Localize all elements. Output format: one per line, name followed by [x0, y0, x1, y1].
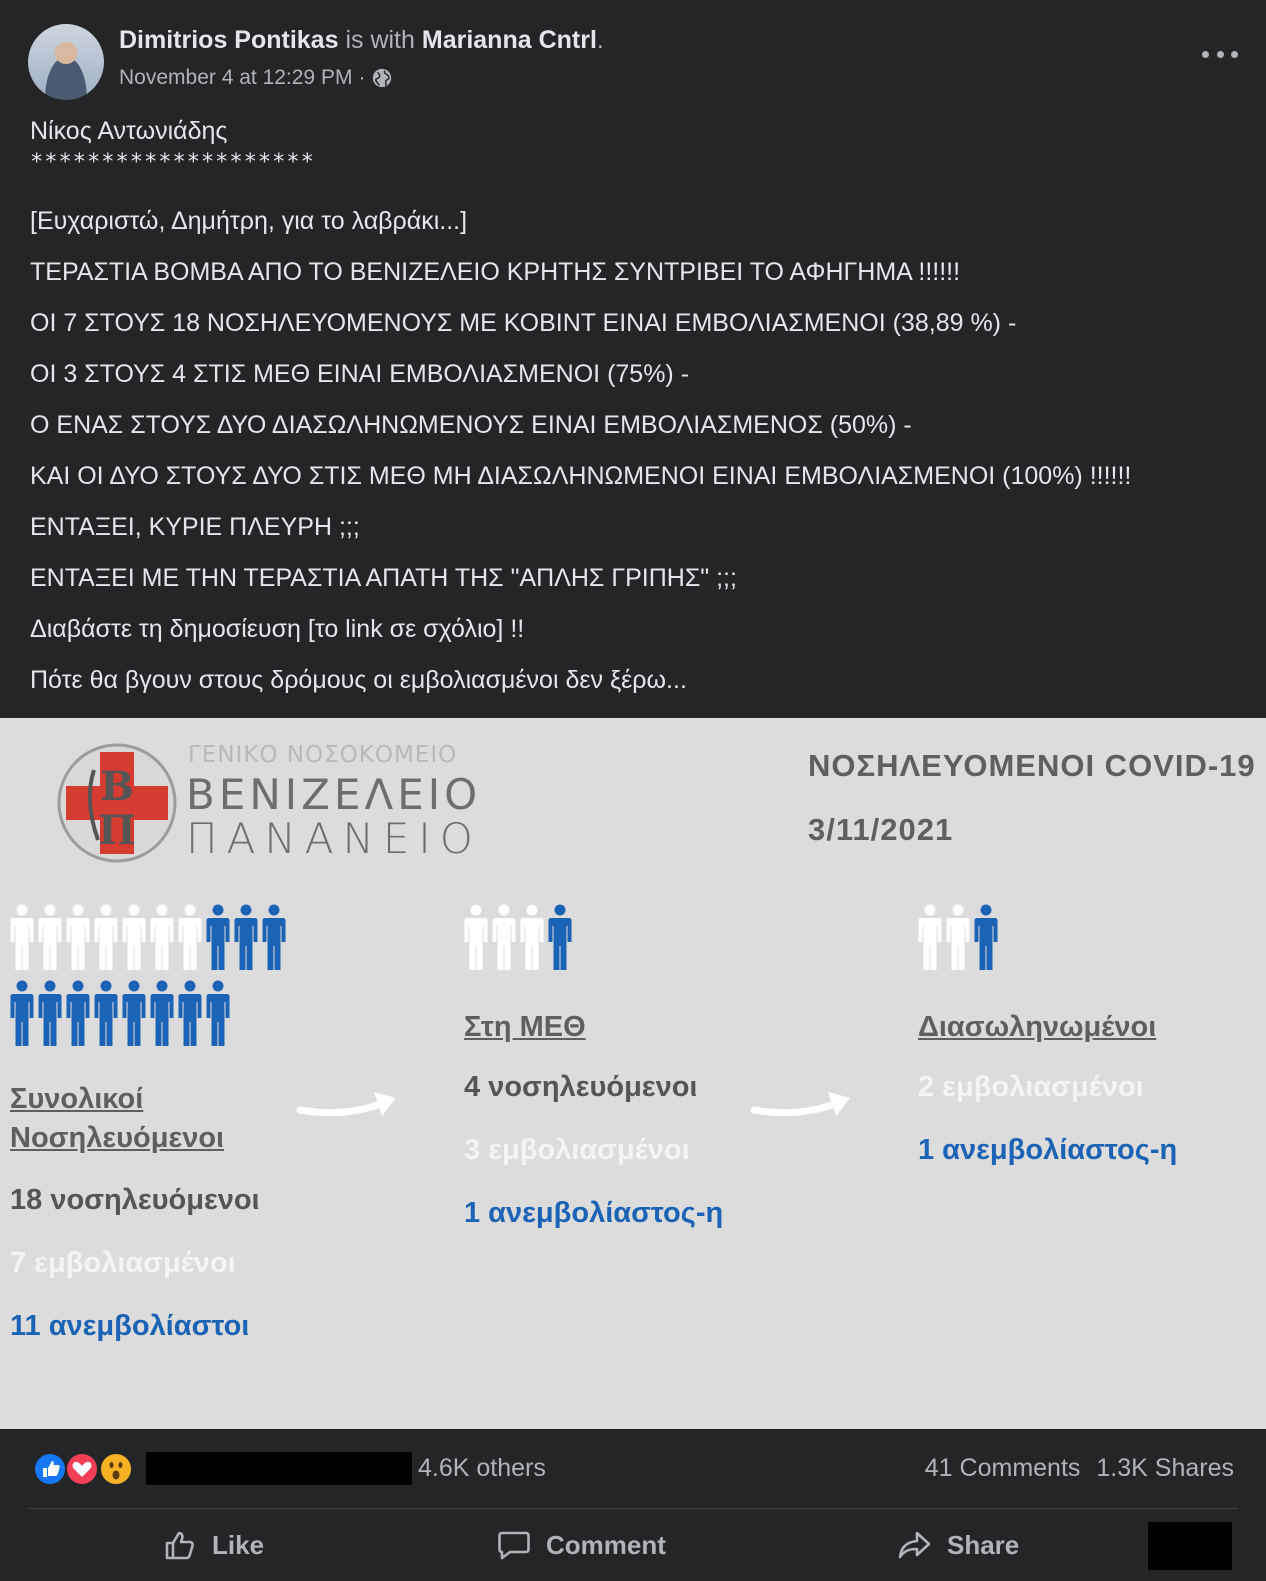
infographic-title: ΝΟΣΗΛΕΥΟΜΕΝΟΙ COVID-19 [808, 748, 1256, 783]
with-text: is with [345, 26, 415, 54]
shares-count[interactable]: 1.3K Shares [1096, 1454, 1234, 1482]
share-icon [897, 1527, 933, 1563]
unvaccinated-person-icon [206, 904, 230, 972]
post-title: Νίκος Αντωνιάδης [30, 117, 228, 145]
total-count: 18 νοσηλευόμενοι [10, 1184, 260, 1216]
comment-label: Comment [546, 1529, 666, 1560]
total-label-line2: Νοσηλευόμενοι [10, 1122, 225, 1154]
action-bar [0, 1515, 1266, 1575]
engagement-counts [925, 1454, 1234, 1483]
post-line: ΟΙ 7 ΣΤΟΥΣ 18 ΝΟΣΗΛΕΥΟΜΕΝΟΥΣ ΜΕ ΚΟΒΙΝΤ ΕΙΝΑΙ ΕΜΒΟΛΙΑΣΜΕΝΟΙ (38,89 %) - [30, 309, 1017, 337]
people-group-intubated [918, 904, 1002, 972]
vaccinated-person-icon [918, 904, 942, 972]
reactions-bar [30, 1448, 1240, 1488]
vaccinated-person-icon [38, 904, 62, 972]
post-line: ΤΕΡΑΣΤΙΑ ΒΟΜΒΑ ΑΠΟ ΤΟ ΒΕΝΙΖΕΛΕΙΟ ΚΡΗΤΗΣ ΣΥΝΤΡΙΒΕΙ ΤΟ ΑΦΗΓΗΜΑ !!!!!! [30, 258, 961, 286]
vaccinated-person-icon [178, 904, 202, 972]
unvaccinated-person-icon [10, 980, 34, 1048]
post-text [30, 114, 1240, 714]
share-label: Share [947, 1529, 1020, 1560]
people-group-total-row2 [10, 980, 234, 1048]
vaccinated-person-icon [122, 904, 146, 972]
hospital-subname: ΠΑΝΑΝΕΙΟ [186, 814, 482, 863]
icu-vaccinated: 3 εμβολιασμένοι [464, 1134, 690, 1166]
post-line: Πότε θα βγουν στους δρόμους οι εμβολιασμένοι δεν ξέρω... [30, 666, 687, 694]
reaction-others[interactable]: 4.6K others [418, 1454, 546, 1482]
people-group-icu [464, 904, 576, 972]
hospital-small-text: ΓΕΝΙΚΟ ΝΟΣΟΚΟΜΕΙΟ [188, 742, 458, 768]
post-timestamp[interactable]: November 4 at 12:29 PM [119, 66, 353, 89]
hospital-name: ΒΕΝΙΖΕΛΕΙΟ [186, 770, 482, 819]
tagged-user[interactable]: Marianna Cntrl [421, 26, 597, 54]
total-label-line1: Συνολικοί [10, 1083, 144, 1115]
intubated-unvaccinated: 1 ανεμβολίαστος-η [918, 1134, 1178, 1166]
vaccinated-person-icon [520, 904, 544, 972]
comment-button[interactable] [496, 1515, 666, 1575]
globe-icon[interactable] [371, 67, 393, 89]
period: . [596, 26, 604, 54]
total-label [10, 1080, 224, 1158]
thumbs-up-icon [162, 1527, 198, 1563]
vaccinated-person-icon [946, 904, 970, 972]
unvaccinated-person-icon [66, 980, 90, 1048]
more-icon[interactable] [1202, 44, 1238, 64]
like-label: Like [212, 1529, 265, 1560]
arrow-icon [296, 1084, 402, 1124]
unvaccinated-person-icon [38, 980, 62, 1048]
vaccinated-person-icon [66, 904, 90, 972]
infographic-date: 3/11/2021 [808, 812, 954, 847]
redacted-box [1148, 1522, 1232, 1570]
like-icon [33, 1452, 67, 1486]
svg-text:Π: Π [98, 807, 136, 854]
arrow-icon [750, 1084, 856, 1124]
meta-separator: · [358, 66, 366, 89]
divider [28, 1508, 1238, 1509]
post-line: [Ευχαριστώ, Δημήτρη, για το λαβράκι...] [30, 207, 468, 235]
post-line: ΟΙ 3 ΣΤΟΥΣ 4 ΣΤΙΣ ΜΕΘ ΕΙΝΑΙ ΕΜΒΟΛΙΑΣΜΕΝΟΙ (75%) - [30, 360, 690, 388]
post-line: Διαβάστε τη δημοσίευση [το link σε σχόλιο] !! [30, 615, 525, 643]
post-line: ΚΑΙ ΟΙ ΔΥΟ ΣΤΟΥΣ ΔΥΟ ΣΤΙΣ ΜΕΘ ΜΗ ΔΙΑΣΩΛΗΝΩΜΕΝΟΙ ΕΙΝΑΙ ΕΜΒΟΛΙΑΣΜΕΝΟΙ (100%) !!!!!! [30, 462, 1132, 490]
love-icon [65, 1452, 99, 1486]
redacted-names [146, 1452, 412, 1485]
like-button[interactable] [162, 1515, 264, 1575]
comment-icon [496, 1527, 532, 1563]
intubated-label: Διασωληνωμένοι [918, 1011, 1157, 1043]
unvaccinated-person-icon [262, 904, 286, 972]
reaction-icons[interactable] [33, 1452, 137, 1486]
icu-count: 4 νοσηλευόμενοι [464, 1071, 698, 1103]
unvaccinated-person-icon [150, 980, 174, 1048]
unvaccinated-person-icon [122, 980, 146, 1048]
vaccinated-person-icon [464, 904, 488, 972]
total-unvaccinated: 11 ανεμβολίαστοι [10, 1310, 250, 1342]
post-stars: ******************** [30, 150, 315, 175]
post-header [28, 24, 1238, 100]
unvaccinated-person-icon [548, 904, 572, 972]
post-image[interactable] [0, 718, 1266, 1429]
unvaccinated-person-icon [974, 904, 998, 972]
vaccinated-person-icon [10, 904, 34, 972]
vaccinated-person-icon [150, 904, 174, 972]
unvaccinated-person-icon [178, 980, 202, 1048]
post-line: ΕΝΤΑΞΕΙ ΜΕ ΤΗΝ ΤΕΡΑΣΤΙΑ ΑΠΑΤΗ ΤΗΣ "ΑΠΛΗΣ ΓΡΙΠΗΣ" ;;; [30, 564, 737, 592]
unvaccinated-person-icon [234, 904, 258, 972]
unvaccinated-person-icon [206, 980, 230, 1048]
author-line [119, 26, 604, 55]
svg-text:Β: Β [100, 763, 134, 810]
post-meta [119, 66, 393, 90]
comments-count[interactable]: 41 Comments [924, 1454, 1081, 1482]
avatar[interactable] [28, 24, 104, 100]
author-name[interactable]: Dimitrios Pontikas [119, 26, 339, 54]
icu-unvaccinated: 1 ανεμβολίαστος-η [464, 1197, 724, 1229]
people-group-total-row1 [10, 904, 290, 972]
total-vaccinated: 7 εμβολιασμένοι [10, 1247, 236, 1279]
post-line: Ο ΕΝΑΣ ΣΤΟΥΣ ΔΥΟ ΔΙΑΣΩΛΗΝΩΜΕΝΟΥΣ ΕΙΝΑΙ ΕΜΒΟΛΙΑΣΜΕΝΟΣ (50%) - [30, 411, 912, 439]
vaccinated-person-icon [94, 904, 118, 972]
icu-label: Στη ΜΕΘ [464, 1011, 586, 1043]
post-line: ΕΝΤΑΞΕΙ, ΚΥΡΙΕ ΠΛΕΥΡΗ ;;; [30, 513, 360, 541]
unvaccinated-person-icon [94, 980, 118, 1048]
intubated-vaccinated: 2 εμβολιασμένοι [918, 1071, 1144, 1103]
vaccinated-person-icon [492, 904, 516, 972]
wow-icon [99, 1452, 133, 1486]
share-button[interactable] [897, 1515, 1019, 1575]
hospital-logo [54, 740, 180, 866]
